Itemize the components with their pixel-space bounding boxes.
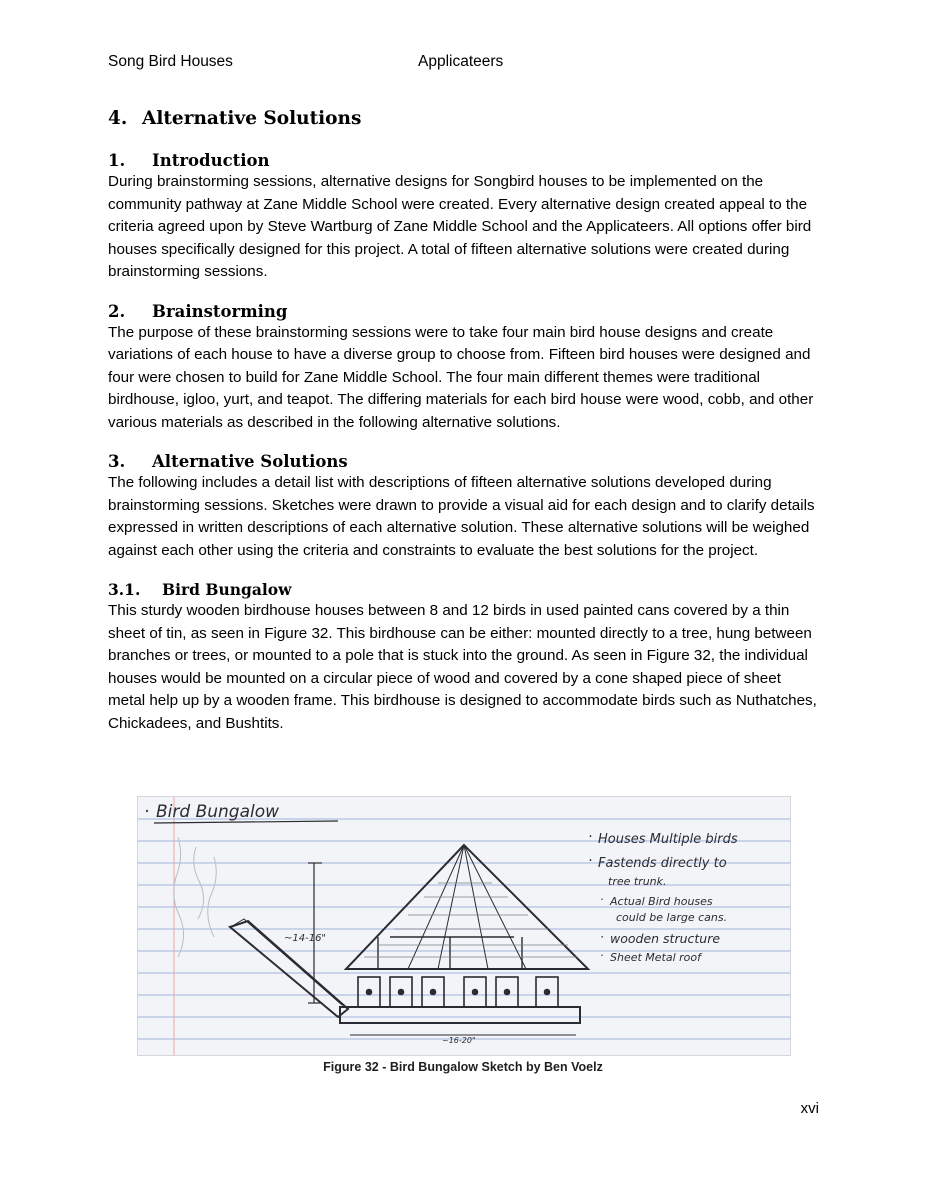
note-bullet: · bbox=[600, 949, 604, 962]
subsection-title: Bird Bungalow bbox=[162, 580, 292, 599]
height-label: ~14-16" bbox=[284, 933, 327, 944]
section-number: 3. bbox=[108, 452, 126, 471]
wooden-frame bbox=[378, 937, 522, 969]
width-label: ~16-20" bbox=[442, 1036, 476, 1045]
main-heading-number: 4. bbox=[108, 108, 128, 129]
section-number: 1. bbox=[108, 151, 126, 170]
section-body-introduction: During brainstorming sessions, alternative designs for Songbird houses to be implemented on the community pathway at Zane Middle School were created. Every alternative design created appeal to the criteria agreed upon by Steve Wartburg of Zane Middle School and the Applicateers. All options offer bird houses specifically designed for this project. A total of fifteen alternative solutions were created during brainstorming sessions. bbox=[108, 173, 812, 280]
page-content bbox=[108, 108, 820, 753]
note-bullet: · bbox=[600, 893, 604, 906]
subsection-number: 3.1. bbox=[108, 580, 141, 599]
sketch-notes bbox=[588, 829, 738, 964]
section-title: Introduction bbox=[152, 151, 270, 170]
section-title: Alternative Solutions bbox=[152, 452, 348, 471]
section-title: Brainstorming bbox=[152, 301, 288, 321]
header-team-name: Applicateers bbox=[418, 53, 504, 70]
subsection-body-bird-bungalow: This sturdy wooden birdhouse houses between 8 and 12 birds in used painted cans covered by a thin sheet of tin, as seen in Figure 32. This birdhouse can be either: mounted directly to a tree, hung between branches or trees, or mounted to a pole that is stuck into the ground. As seen in Figure 32, the individual houses would be mounted on a circular piece of wood and covered by a cone shaped piece of sheet metal help up by a wooden frame. This birdhouse is designed to accommodate birds such as Nuthatches, Chickadees, and Bushtits. bbox=[108, 602, 817, 732]
section-heading-introduction bbox=[108, 151, 820, 171]
header-left-title: Song Bird Houses bbox=[108, 53, 233, 70]
sketch-title-bullet: · bbox=[144, 802, 150, 822]
figure-caption: Figure 32 - Bird Bungalow Sketch by Ben Voelz bbox=[323, 1060, 603, 1074]
note-line: Actual Bird houses bbox=[610, 895, 713, 908]
section-heading-alternative-solutions bbox=[108, 452, 820, 472]
bird-bungalow-sketch bbox=[137, 796, 791, 1056]
section-body-brainstorming: The purpose of these brainstorming sessions were to take four main bird house designs and create variations of each house to have a diverse group to choose from. Fifteen bird houses were designed and four were chosen to build for Zane Middle School. The four main different themes were traditional birdhouse, igloo, yurt, and teapot. The differing materials for each bird house were wood, cobb, and other various materials as described in the following alternative solutions. bbox=[108, 323, 814, 431]
note-bullet: · bbox=[588, 853, 593, 869]
note-line: Sheet Metal roof bbox=[610, 951, 702, 964]
sketch-drawing bbox=[138, 797, 790, 1055]
section-body-alternative-solutions: The following includes a detail list with descriptions of fifteen alternative solutions developed during brainstorming sessions. Sketches were drawn to provide a visual aid for each design and to clarify details expressed in written descriptions of each alternative solution. These alternative solutions will be weighed against each other using the criteria and constraints to evaluate the best solutions for the project. bbox=[108, 474, 815, 559]
page-header bbox=[108, 53, 826, 73]
section-heading-brainstorming bbox=[108, 302, 820, 322]
section-number: 2. bbox=[108, 301, 126, 321]
note-line: Houses Multiple birds bbox=[598, 832, 738, 847]
main-heading-title: Alternative Solutions bbox=[142, 108, 362, 129]
note-line: wooden structure bbox=[610, 931, 721, 946]
can-houses bbox=[358, 977, 558, 1007]
sketch-title: Bird Bungalow bbox=[156, 802, 280, 822]
main-heading bbox=[108, 108, 820, 129]
tree-trunk-sketch bbox=[174, 837, 217, 957]
note-line: Fastends directly to bbox=[598, 856, 727, 871]
note-line: could be large cans. bbox=[616, 911, 728, 924]
note-bullet: · bbox=[588, 829, 593, 845]
subsection-heading-bird-bungalow bbox=[108, 580, 820, 600]
note-line: tree trunk. bbox=[608, 875, 667, 888]
page-number: xvi bbox=[800, 1100, 819, 1117]
note-bullet: · bbox=[600, 930, 604, 944]
